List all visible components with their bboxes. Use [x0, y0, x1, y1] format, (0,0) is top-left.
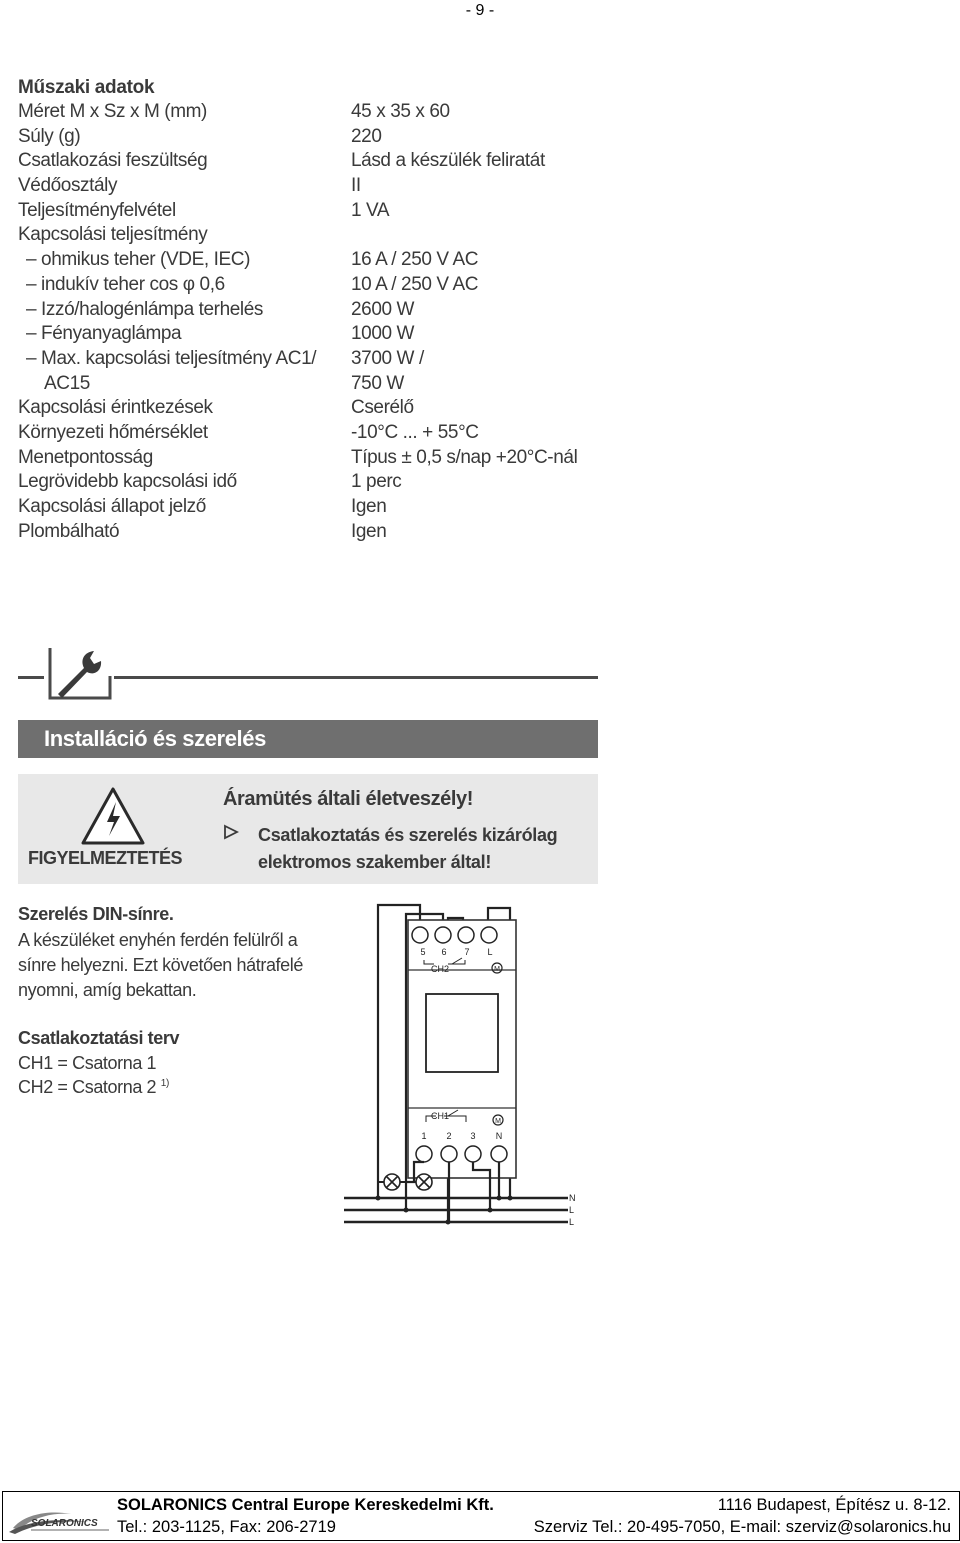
- spec-label: – ohmikus teher (VDE, IEC): [26, 249, 251, 271]
- terminal-label: 1: [421, 1131, 427, 1141]
- spec-value: 3700 W /: [351, 347, 424, 369]
- din-text: A készüléket enyhén ferdén felülről a sínre helyezni. Ezt követően hátrafelé nyomni, amíg bekattan.: [18, 930, 303, 1000]
- spec-value: 1 VA: [351, 199, 390, 221]
- company-phone: Tel.: 203-1125, Fax: 206-2719: [117, 1518, 336, 1536]
- spec-value: 1 perc: [351, 471, 402, 493]
- spec-value: 16 A / 250 V AC: [351, 249, 479, 271]
- din-title: Szerelés DIN-sínre.: [18, 904, 174, 924]
- bus-label: N: [569, 1193, 576, 1203]
- spec-label: AC15: [44, 372, 90, 394]
- arrow-right-icon: [223, 824, 239, 840]
- footnote-marker: 1): [160, 1078, 169, 1089]
- spec-label: Méret M x Sz x M (mm): [18, 101, 207, 122]
- bus-label: L: [569, 1205, 575, 1215]
- lamp-icon: [384, 1174, 400, 1190]
- service-contact: Szerviz Tel.: 20-495-7050, E-mail: szerviz@solaronics.hu: [533, 1518, 951, 1536]
- spec-label: Kapcsolási érintkezések: [18, 397, 213, 419]
- spec-row: [18, 396, 618, 421]
- terminal-label: N: [495, 1131, 503, 1141]
- spec-label: Kapcsolási teljesítmény: [18, 224, 208, 246]
- spec-value: II: [351, 175, 361, 197]
- spec-row: [18, 470, 618, 495]
- connection-ch2: [18, 1077, 169, 1098]
- svg-text:SOLARONICS: SOLARONICS: [31, 1518, 98, 1529]
- spec-label: – indukív teher cos φ 0,6: [26, 273, 225, 295]
- spec-row: [18, 149, 618, 174]
- spec-label: Teljesítményfelvétel: [18, 199, 176, 221]
- terminal-label: 3: [470, 1131, 476, 1141]
- spec-value: Igen: [351, 496, 387, 517]
- spec-value: Cserélő: [351, 397, 414, 419]
- wiring-diagram: [340, 898, 580, 1234]
- spec-value: 750 W: [351, 372, 404, 394]
- spec-row: [18, 495, 618, 520]
- solaronics-logo: [9, 1506, 113, 1536]
- specs-title: Műszaki adatok: [18, 77, 155, 98]
- technical-specs: [18, 76, 618, 544]
- terminal-label: 5: [420, 947, 426, 957]
- spec-label: Súly (g): [18, 125, 81, 147]
- warning-text: Csatlakoztatás és szerelés kizárólag elektromos szakember által!: [258, 825, 558, 872]
- bus-label: L: [569, 1217, 575, 1227]
- connection-ch1: CH1 = Csatorna 1: [18, 1053, 157, 1073]
- spec-row: [18, 125, 618, 150]
- svg-text:M: M: [494, 966, 500, 973]
- page-number: - 9 -: [465, 2, 495, 19]
- spec-row: [18, 347, 618, 372]
- spec-value: Lásd a készülék feliratát: [351, 150, 545, 172]
- spec-row: [18, 223, 618, 248]
- terminal-label: L: [487, 947, 493, 957]
- installation-header: [18, 648, 598, 760]
- spec-value: 1000 W: [351, 323, 415, 345]
- terminal-label: 2: [446, 1131, 452, 1141]
- spec-value: 10 A / 250 V AC: [351, 273, 479, 295]
- connection-ch2-text: CH2 = Csatorna 2: [18, 1077, 157, 1097]
- warning-label: FIGYELMEZTETÉS: [28, 848, 183, 868]
- spec-label: Csatlakozási feszültség: [18, 150, 208, 172]
- company-name: SOLARONICS Central Europe Kereskedelmi Kft.: [117, 1496, 494, 1514]
- spec-value: 2600 W: [351, 298, 415, 320]
- terminal-label: 7: [464, 947, 470, 957]
- spec-value: Típus ± 0,5 s/nap +20°C-nál: [351, 446, 578, 468]
- spec-label: Plombálható: [18, 520, 120, 542]
- section-heading-bar: [18, 720, 598, 758]
- high-voltage-warning-icon: [80, 786, 146, 846]
- channel-label-ch2: CH2: [430, 964, 450, 974]
- spec-label: Kapcsolási állapot jelző: [18, 496, 206, 517]
- spec-value: -10°C ... + 55°C: [351, 421, 479, 443]
- spec-value: 220: [351, 125, 382, 147]
- spec-label: Legrövidebb kapcsolási idő: [18, 471, 237, 493]
- spec-row: [18, 174, 618, 199]
- svg-text:M: M: [495, 1118, 501, 1125]
- spec-label: Menetpontosság: [18, 446, 153, 468]
- spec-label: Védőosztály: [18, 175, 118, 197]
- spec-row: [18, 199, 618, 224]
- spec-row: [18, 298, 618, 323]
- channel-label-ch1: CH1: [430, 1111, 450, 1121]
- spec-row: [18, 446, 618, 471]
- spec-label: Környezeti hőmérséklet: [18, 421, 208, 443]
- section-heading: Installáció és szerelés: [44, 726, 266, 751]
- spec-value: 45 x 35 x 60: [351, 101, 450, 122]
- spec-row: [18, 421, 618, 446]
- spec-row: [18, 248, 618, 273]
- footer: [2, 1491, 960, 1541]
- warning-box: [18, 774, 598, 884]
- spec-row: [18, 372, 618, 397]
- spec-row: [18, 322, 618, 347]
- spec-row: [18, 273, 618, 298]
- terminal-label: 6: [441, 947, 447, 957]
- spec-label: – Izzó/halogénlámpa terhelés: [26, 298, 264, 320]
- spec-label: – Fényanyaglámpa: [26, 323, 182, 345]
- company-address: 1116 Budapest, Építész u. 8-12.: [717, 1496, 951, 1514]
- connection-title: Csatlakoztatási terv: [18, 1028, 180, 1048]
- spec-row: [18, 100, 618, 125]
- lamp-icon: [416, 1174, 432, 1190]
- warning-title: Áramütés általi életveszély!: [223, 788, 474, 810]
- spec-row: [18, 520, 618, 545]
- spec-value: Igen: [351, 520, 387, 542]
- wrench-icon: [44, 648, 114, 712]
- spec-label: – Max. kapcsolási teljesítmény AC1/: [26, 347, 317, 369]
